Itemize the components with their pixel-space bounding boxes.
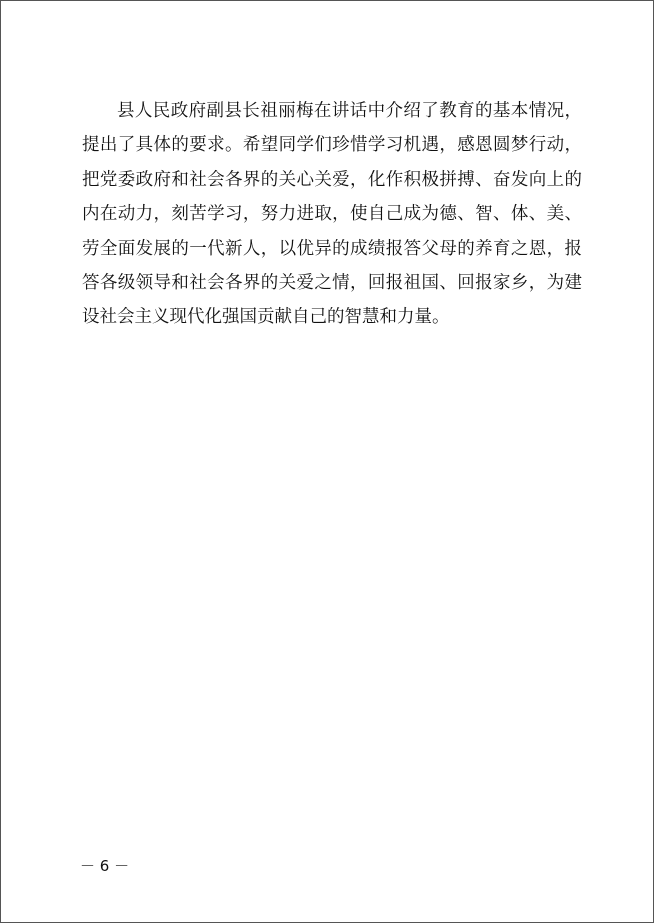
- paragraph-line: 答各级领导和社会各界的关爱之情，回报祖国、回报家乡，为建: [82, 273, 582, 294]
- paragraph-line: 设社会主义现代化强国贡献自己的智慧和力量。: [82, 307, 450, 328]
- paragraph-line: 县人民政府副县长祖丽梅在讲话中介绍了教育的基本情况，: [117, 101, 582, 121]
- paragraph-line: 把党委政府和社会各界的关心关爱，化作积极拼搏、奋发向上的: [82, 169, 582, 190]
- page-number: － 6 －: [80, 857, 130, 875]
- paragraph-line: 内在动力，刻苦学习，努力进取，使自己成为德、智、体、美、: [82, 204, 582, 225]
- paragraph-line: 提出了具体的要求。希望同学们珍惜学习机遇，感恩圆梦行动，: [82, 135, 582, 156]
- paragraph-line: 劳全面发展的一代新人，以优异的成绩报答父母的养育之恩，报: [82, 238, 582, 259]
- body-paragraph: [82, 94, 582, 335]
